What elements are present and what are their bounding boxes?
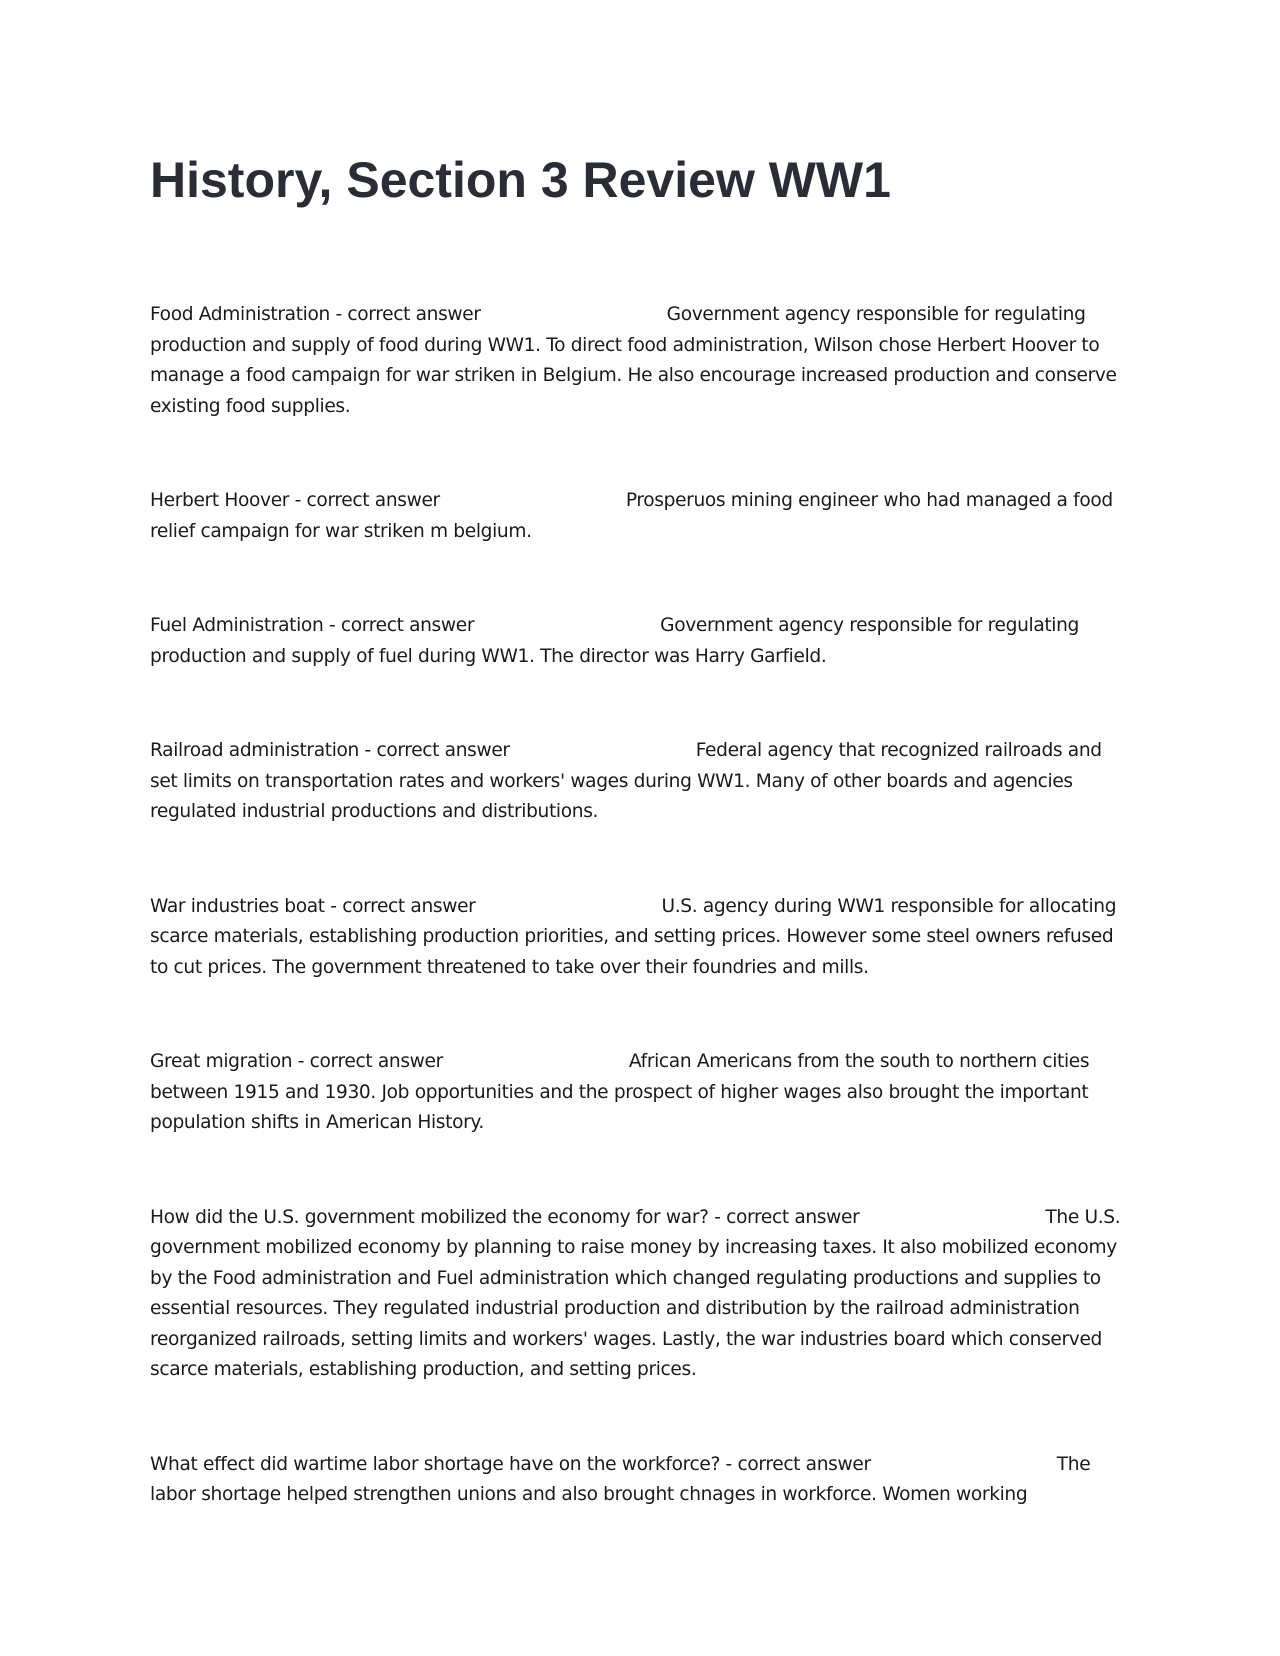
entry-definition: Prosperuos mining engineer who had managed a food relief campaign for war striken m belgium. <box>150 490 1113 542</box>
entry-definition: Federal agency that recognized railroads and set limits on transportation rates and workers' wages during WW1. Many of other boards and agencies regulated industrial productions and distributions. <box>150 740 1102 822</box>
flashcard-entry <box>150 892 1130 984</box>
flashcard-entry <box>150 1047 1130 1139</box>
entry-definition: Government agency responsible for regulating production and supply of fuel during WW1. The director was Harry Garfield. <box>150 615 1080 667</box>
flashcard-entry <box>150 300 1130 422</box>
entry-term: War industries boat - correct answer <box>150 895 476 917</box>
flashcard-entry <box>150 1450 1130 1511</box>
entry-definition: African Americans from the south to northern cities between 1915 and 1930. Job opportunities and the prospect of higher wages also brought the important population shifts in American History. <box>150 1051 1090 1133</box>
entry-term: Great migration - correct answer <box>150 1051 443 1072</box>
flashcard-list <box>150 300 1130 1575</box>
entry-term: How did the U.S. government mobilized the economy for war? - correct answer <box>150 1206 860 1228</box>
entry-term: Fuel Administration - correct answer <box>150 615 475 636</box>
entry-definition: The labor shortage helped strengthen unions and also brought chnages in workforce. Women working <box>150 1453 1091 1505</box>
entry-term: What effect did wartime labor shortage have on the workforce? - correct answer <box>150 1453 871 1475</box>
flashcard-entry <box>150 611 1130 672</box>
entry-term: Food Administration - correct answer <box>150 304 481 325</box>
entry-definition: Government agency responsible for regulating production and supply of food during WW1. To direct food administration, Wilson chose Herbert Hoover to manage a food campaign for war striken in Belgium. He also encourage increased production and conserve existing food supplies. <box>150 304 1117 417</box>
flashcard-entry <box>150 1203 1130 1386</box>
entry-definition: U.S. agency during WW1 responsible for allocating scarce materials, establishing production priorities, and setting prices. However some steel owners refused to cut prices. The government threatened to take over their foundries and mills. <box>150 895 1117 978</box>
entry-term: Herbert Hoover - correct answer <box>150 490 440 511</box>
entry-term: Railroad administration - correct answer <box>150 740 510 761</box>
entry-definition: The U.S. government mobilized economy by planning to raise money by increasing taxes. It also mobilized economy by the Food administration and Fuel administration which changed regulating productions and supplies to essential resources. They regulated industrial production and distribution by the railroad administration reorganized railroads, setting limits and workers' wages. Lastly, the war industries board which conserved scarce materials, establishing production, and setting prices. <box>150 1206 1121 1380</box>
flashcard-entry <box>150 486 1130 547</box>
flashcard-entry <box>150 736 1130 828</box>
document-title: History, Section 3 Review WW1 <box>150 152 891 208</box>
